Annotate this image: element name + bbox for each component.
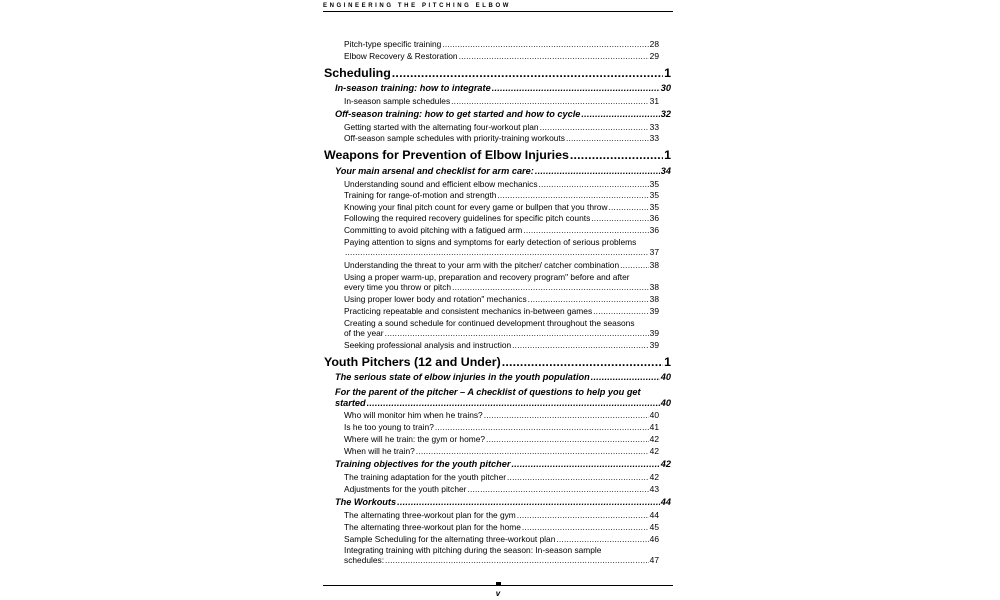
toc-entry-page: 29 bbox=[649, 51, 659, 61]
toc-chapter bbox=[324, 355, 671, 369]
toc-entry-title-line1: Integrating training with pitching during the season: In-season sample bbox=[344, 545, 602, 555]
leader-dots bbox=[591, 372, 660, 383]
leader-dots bbox=[467, 484, 648, 494]
leader-dots bbox=[385, 328, 649, 338]
toc-entry bbox=[344, 272, 659, 292]
toc-entry-page: 41 bbox=[649, 422, 659, 432]
toc-entry-title: Is he too young to train? bbox=[344, 422, 434, 432]
document-page bbox=[323, 0, 673, 600]
toc-entry-title: Who will monitor him when he trains? bbox=[344, 410, 483, 420]
leader-dots bbox=[486, 434, 649, 444]
leader-dots bbox=[497, 190, 648, 200]
leader-dots bbox=[620, 260, 649, 270]
toc-entry bbox=[344, 294, 659, 304]
toc-entry-title: Knowing your final pitch count for every game or bullpen that you throw bbox=[344, 202, 608, 212]
leader-dots bbox=[570, 148, 663, 162]
toc-entry bbox=[344, 534, 659, 544]
page-number: v bbox=[495, 589, 501, 598]
toc-entry-page: 47 bbox=[649, 555, 659, 565]
toc-entry-page: 39 bbox=[649, 328, 659, 338]
toc-entry-page: 36 bbox=[649, 225, 659, 235]
toc-entry-title-line1: Creating a sound schedule for continued development throughout the seasons bbox=[344, 318, 635, 328]
toc-entry-page: 40 bbox=[649, 410, 659, 420]
toc-entry-title: Pitch-type specific training bbox=[344, 39, 442, 49]
toc-entry-page: 36 bbox=[649, 213, 659, 223]
toc-entry-page: 35 bbox=[649, 179, 659, 189]
toc-chapter-page: 1 bbox=[664, 355, 671, 369]
toc-entry-title: The alternating three-workout plan for the gym bbox=[344, 510, 516, 520]
toc-entry-title-line2: every time you throw or pitch bbox=[344, 282, 452, 292]
toc-section-title: Off-season training: how to get started and how to cycle bbox=[335, 109, 581, 119]
toc-entry-page: 31 bbox=[649, 96, 659, 106]
toc-entry-title: Where will he train: the gym or home? bbox=[344, 434, 486, 444]
toc-section-page: 32 bbox=[660, 109, 671, 119]
toc-section-title: The serious state of elbow injuries in the youth population bbox=[335, 372, 590, 382]
toc-entry bbox=[344, 522, 659, 532]
toc-entry-title: Following the required recovery guidelines for specific pitch counts bbox=[344, 213, 591, 223]
leader-dots bbox=[345, 247, 649, 257]
toc-chapter-page: 1 bbox=[664, 148, 671, 162]
leader-dots bbox=[566, 133, 649, 143]
toc-entry-title: Getting started with the alternating four-workout plan bbox=[344, 122, 539, 132]
toc-entry-title: Paying attention to signs and symptoms for early detection of serious problems bbox=[344, 237, 637, 247]
leader-dots bbox=[435, 422, 649, 432]
toc-chapter bbox=[324, 148, 671, 162]
leader-dots bbox=[484, 410, 649, 420]
toc-entry bbox=[344, 179, 659, 189]
toc-section-page: 30 bbox=[660, 83, 671, 93]
leader-dots bbox=[392, 66, 663, 80]
toc-section-title: Your main arsenal and checklist for arm care: bbox=[335, 166, 534, 176]
toc-entry-title: Practicing repeatable and consistent mechanics in-between games bbox=[344, 306, 593, 316]
toc-section-page: 44 bbox=[660, 497, 671, 507]
toc-entry bbox=[344, 225, 659, 235]
toc-entry bbox=[344, 202, 659, 212]
toc-section bbox=[335, 166, 671, 177]
toc-section-title: In-season training: how to integrate bbox=[335, 83, 491, 93]
toc-entry bbox=[344, 545, 659, 565]
toc-entry-title: Understanding sound and efficient elbow mechanics bbox=[344, 179, 538, 189]
toc-section bbox=[335, 387, 671, 409]
toc-entry-page: 38 bbox=[649, 294, 659, 304]
toc-section bbox=[335, 109, 671, 120]
toc-section-title: The Workouts bbox=[335, 497, 397, 507]
toc-entry bbox=[344, 39, 659, 49]
leader-dots bbox=[512, 340, 649, 350]
toc-entry bbox=[344, 340, 659, 350]
leader-dots bbox=[442, 39, 648, 49]
leader-dots bbox=[556, 534, 648, 544]
toc-entry-page: 42 bbox=[649, 446, 659, 456]
toc-entry-title: Understanding the threat to your arm with the pitcher/ catcher combination bbox=[344, 260, 620, 270]
toc-entry bbox=[344, 190, 659, 200]
toc-entry-page: 42 bbox=[649, 434, 659, 444]
toc-entry bbox=[344, 318, 659, 338]
leader-dots bbox=[591, 213, 648, 223]
toc-entry-title: Committing to avoid pitching with a fatigued arm bbox=[344, 225, 523, 235]
toc-entry-title: When will he train? bbox=[344, 446, 415, 456]
footer-rule bbox=[323, 585, 673, 586]
toc-entry bbox=[344, 96, 659, 106]
toc-section-title-line2: started bbox=[335, 398, 366, 408]
toc-entry-page: 38 bbox=[649, 260, 659, 270]
toc-section-page: 40 bbox=[660, 372, 671, 382]
header-rule bbox=[323, 11, 673, 12]
toc-entry-page: 33 bbox=[649, 122, 659, 132]
toc-entry bbox=[344, 260, 659, 270]
toc-entry-title: Training for range-of-motion and strength bbox=[344, 190, 497, 200]
toc-entry-page: 39 bbox=[649, 306, 659, 316]
toc-entry-title: Elbow Recovery & Restoration bbox=[344, 51, 458, 61]
leader-dots bbox=[416, 446, 649, 456]
leader-dots bbox=[459, 51, 649, 61]
toc-section-page: 34 bbox=[660, 166, 671, 176]
toc-entry-page: 35 bbox=[649, 190, 659, 200]
toc-entry-page: 45 bbox=[649, 522, 659, 532]
leader-dots bbox=[452, 282, 649, 292]
toc-entry bbox=[344, 410, 659, 420]
toc-entry-title: The training adaptation for the youth pitcher bbox=[344, 472, 507, 482]
toc-section-title: Training objectives for the youth pitcher bbox=[335, 459, 511, 469]
leader-dots bbox=[507, 472, 649, 482]
toc-entry bbox=[344, 213, 659, 223]
toc-entry-page: 43 bbox=[649, 484, 659, 494]
toc-section bbox=[335, 459, 671, 470]
toc-entry-page: 37 bbox=[649, 247, 659, 257]
leader-dots bbox=[609, 202, 649, 212]
toc-section bbox=[335, 497, 671, 508]
toc-entry-title-line2: schedules: bbox=[344, 555, 385, 565]
toc-entry bbox=[344, 133, 659, 143]
toc-section bbox=[335, 83, 671, 94]
toc-entry-title: In-season sample schedules bbox=[344, 96, 451, 106]
toc-entry-title: Off-season sample schedules with priority-training workouts bbox=[344, 133, 565, 143]
toc-entry-title-line2: of the year bbox=[344, 328, 384, 338]
leader-dots bbox=[593, 306, 649, 316]
toc-entry-page: 28 bbox=[649, 39, 659, 49]
toc-entry-page: 33 bbox=[649, 133, 659, 143]
toc-entry-page: 46 bbox=[649, 534, 659, 544]
leader-dots bbox=[523, 225, 648, 235]
toc-entry-page: 42 bbox=[649, 472, 659, 482]
leader-dots bbox=[492, 83, 660, 94]
toc-entry-title: The alternating three-workout plan for the home bbox=[344, 522, 521, 532]
toc-chapter-title: Scheduling bbox=[324, 66, 391, 80]
leader-dots bbox=[367, 398, 660, 409]
toc-entry bbox=[344, 237, 659, 257]
toc-chapter-title: Weapons for Prevention of Elbow Injuries bbox=[324, 148, 569, 162]
toc-entry bbox=[344, 422, 659, 432]
toc-entry-title: Sample Scheduling for the alternating three-workout plan bbox=[344, 534, 556, 544]
leader-dots bbox=[511, 459, 659, 470]
toc-entry bbox=[344, 446, 659, 456]
toc-entry bbox=[344, 472, 659, 482]
leader-dots bbox=[540, 122, 649, 132]
toc-entry bbox=[344, 434, 659, 444]
toc-entry-title: Adjustments for the youth pitcher bbox=[344, 484, 467, 494]
leader-dots bbox=[535, 166, 660, 177]
toc-entry-page: 35 bbox=[649, 202, 659, 212]
leader-dots bbox=[397, 497, 660, 508]
leader-dots bbox=[581, 109, 659, 120]
leader-dots bbox=[517, 510, 649, 520]
toc-entry bbox=[344, 51, 659, 61]
toc-chapter-title: Youth Pitchers (12 and Under) bbox=[324, 355, 501, 369]
toc-entry bbox=[344, 306, 659, 316]
toc-entry-title-line1: Using a proper warm-up, preparation and recovery program" before and after bbox=[344, 272, 630, 282]
toc-chapter bbox=[324, 66, 671, 80]
toc-section-page: 42 bbox=[660, 459, 671, 469]
leader-dots bbox=[502, 355, 663, 369]
toc-entry bbox=[344, 122, 659, 132]
toc-section bbox=[335, 372, 671, 383]
leader-dots bbox=[451, 96, 649, 106]
toc-entry-title: Seeking professional analysis and instruction bbox=[344, 340, 512, 350]
leader-dots bbox=[385, 555, 649, 565]
toc-entry bbox=[344, 510, 659, 520]
leader-dots bbox=[539, 179, 649, 189]
toc-entry-page: 38 bbox=[649, 282, 659, 292]
toc-chapter-page: 1 bbox=[664, 66, 671, 80]
leader-dots bbox=[528, 294, 649, 304]
toc-section-page: 40 bbox=[660, 398, 671, 408]
leader-dots bbox=[522, 522, 649, 532]
toc-entry bbox=[344, 484, 659, 494]
toc-section-title-line1: For the parent of the pitcher – A checklist of questions to help you get bbox=[335, 387, 641, 397]
toc-entry-page: 39 bbox=[649, 340, 659, 350]
running-header: ENGINEERING THE PITCHING ELBOW bbox=[323, 3, 512, 9]
toc-entry-page: 44 bbox=[649, 510, 659, 520]
toc-entry-title: Using proper lower body and rotation" mechanics bbox=[344, 294, 527, 304]
